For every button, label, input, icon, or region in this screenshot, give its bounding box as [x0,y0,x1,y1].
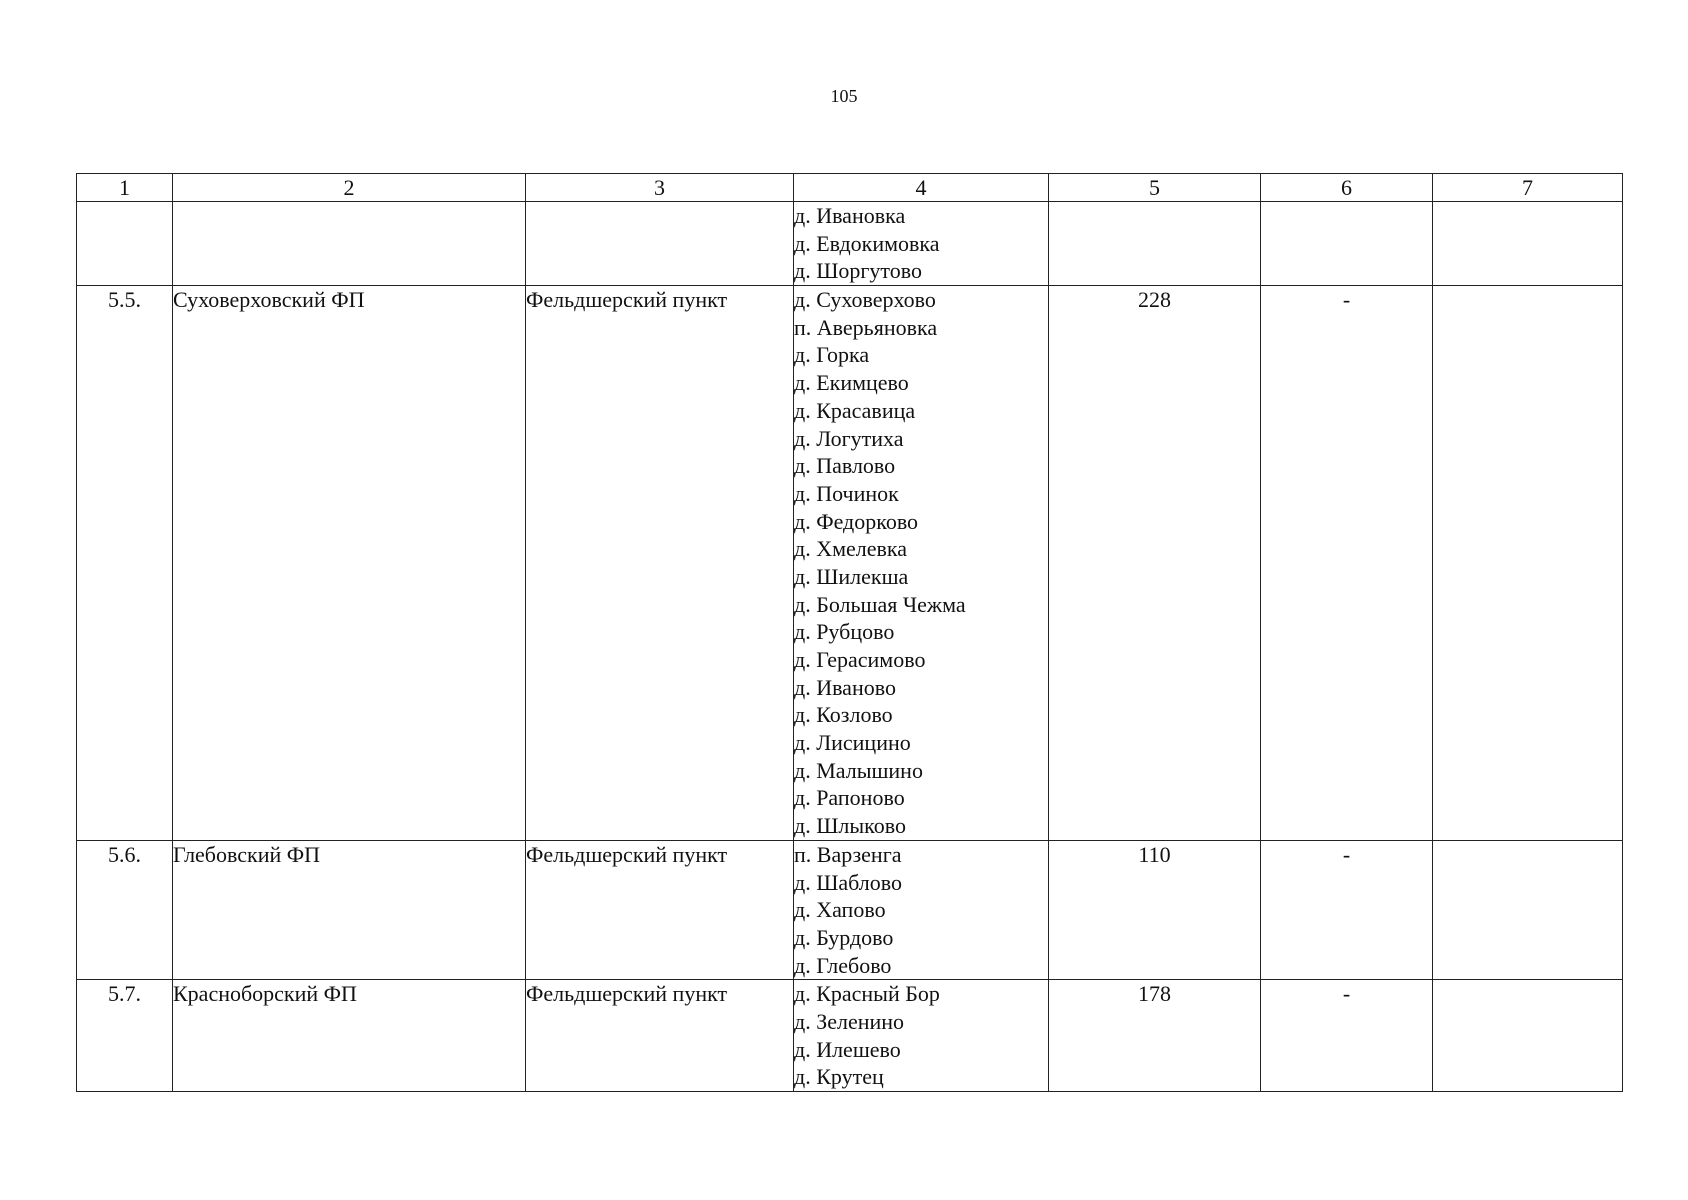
cell-col5: 228 [1049,286,1261,841]
header-col-5: 5 [1049,174,1261,202]
cell-num: 5.5. [77,286,173,841]
place-item: д. Шаблово [794,869,903,895]
cell-places [794,980,1049,1092]
place-item: д. Починок [794,480,899,506]
place-item: д. Горка [794,342,870,368]
table-row-5-5 [77,286,1623,841]
place-item: п. Варзенга [794,841,902,867]
cell-col7 [1433,286,1623,841]
cell-col6 [1261,202,1433,286]
table-row-5-7 [77,980,1623,1092]
place-item: д. Федорково [794,508,919,534]
place-item: д. Шоргутово [794,258,922,284]
place-item: д. Большая Чежма [794,591,966,617]
place-item: д. Хапово [794,897,886,923]
cell-col5: 178 [1049,980,1261,1092]
place-item: д. Павлово [794,453,896,479]
cell-name: Красноборский ФП [173,980,526,1092]
place-item: д. Красавица [794,397,916,423]
header-col-4: 4 [794,174,1049,202]
cell-num: 5.7. [77,980,173,1092]
cell-col7 [1433,840,1623,979]
place-item: п. Аверьяновка [794,314,938,340]
place-item: д. Логутиха [794,425,904,451]
cell-num [77,202,173,286]
place-item: д. Суховерхово [794,287,936,313]
cell-col6: - [1261,980,1433,1092]
cell-col5: 110 [1049,840,1261,979]
cell-places [794,286,1049,841]
place-item: д. Екимцево [794,370,909,396]
place-item: д. Крутец [794,1064,884,1090]
place-item: д. Красный Бор [794,981,940,1007]
header-col-6: 6 [1261,174,1433,202]
header-col-7: 7 [1433,174,1623,202]
table-row-5-6 [77,840,1623,979]
place-item: д. Бурдово [794,924,894,950]
place-item: д. Шлыково [794,813,906,839]
place-item: д. Ивановка [794,203,906,228]
header-col-2: 2 [173,174,526,202]
cell-num: 5.6. [77,840,173,979]
cell-places [794,202,1049,286]
cell-col7 [1433,980,1623,1092]
place-item: д. Рапоново [794,785,905,811]
cell-col6: - [1261,840,1433,979]
place-item: д. Шилекша [794,563,909,589]
cell-name [173,202,526,286]
cell-col7 [1433,202,1623,286]
place-item: д. Герасимово [794,647,926,672]
place-item: д. Рубцово [794,619,895,645]
cell-type: Фельдшерский пункт [526,840,794,979]
place-item: д. Иваново [794,674,896,700]
cell-col5 [1049,202,1261,286]
header-col-3: 3 [526,174,794,202]
place-item: д. Хмелевка [794,536,908,562]
place-item: д. Зеленино [794,1008,905,1034]
cell-name: Глебовский ФП [173,840,526,979]
cell-places [794,840,1049,979]
place-item: д. Малышино [794,757,923,783]
header-col-1: 1 [77,174,173,202]
cell-type [526,202,794,286]
cell-name: Суховерховский ФП [173,286,526,841]
cell-type: Фельдшерский пункт [526,980,794,1092]
place-item: д. Евдокимовка [794,230,940,256]
cell-type: Фельдшерский пункт [526,286,794,841]
place-item: д. Илешево [794,1036,901,1062]
header-row [77,174,1623,202]
place-item: д. Лисицино [794,730,911,756]
place-item: д. Козлово [794,702,893,728]
place-item: д. Глебово [794,952,892,978]
facilities-table [76,173,1623,1092]
table-row-continuation [77,202,1623,286]
cell-col6: - [1261,286,1433,841]
page-number: 105 [830,86,858,106]
